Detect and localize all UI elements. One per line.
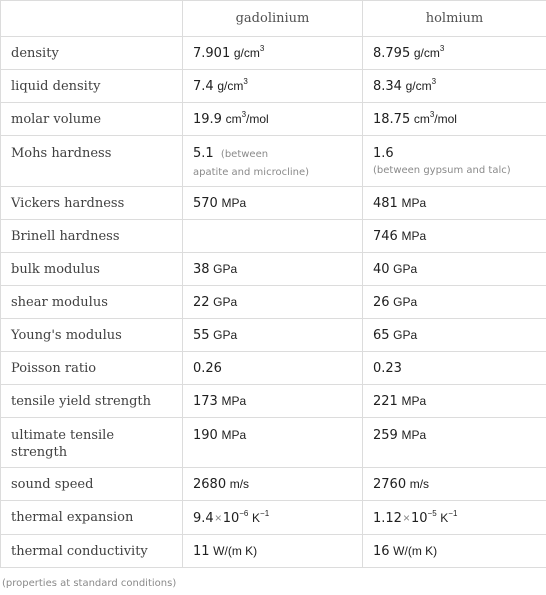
holmium-value: 18.75 $cm^3$/mol — [363, 103, 546, 136]
holmium-value: 8.795 $g/cm^3$ — [363, 37, 546, 70]
holmium-value: 746 MPa — [363, 220, 546, 253]
gadolinium-value: 2680 m/s — [183, 468, 363, 501]
table-row — [1, 187, 546, 220]
holmium-value: 259 MPa — [363, 418, 546, 468]
holmium-value: 1.6 (between gypsum and talc) — [363, 136, 546, 187]
table-row — [1, 286, 546, 319]
header-gadolinium: gadolinium — [183, 1, 363, 37]
row-label: Brinell hardness — [1, 220, 183, 253]
row-label: density — [1, 37, 183, 70]
table-row — [1, 220, 546, 253]
table-row — [1, 501, 546, 535]
row-label: Poisson ratio — [1, 352, 183, 385]
row-label: shear modulus — [1, 286, 183, 319]
header-row — [1, 1, 546, 37]
table-row — [1, 385, 546, 418]
gadolinium-value: 11 W/(m K) — [183, 535, 363, 568]
holmium-value: 0.23 — [363, 352, 546, 385]
row-label: Vickers hardness — [1, 187, 183, 220]
gadolinium-value: 570 MPa — [183, 187, 363, 220]
holmium-value: 8.34 $g/cm^3$ — [363, 70, 546, 103]
holmium-value: 481 MPa — [363, 187, 546, 220]
row-label: thermal conductivity — [1, 535, 183, 568]
table-row — [1, 352, 546, 385]
table-row — [1, 418, 546, 468]
row-label: bulk modulus — [1, 253, 183, 286]
gadolinium-value: 7.901 $g/cm^3$ — [183, 37, 363, 70]
gadolinium-value: 7.4 $g/cm^3$ — [183, 70, 363, 103]
row-label: thermal expansion — [1, 501, 183, 535]
row-label: liquid density — [1, 70, 183, 103]
gadolinium-value: 190 MPa — [183, 418, 363, 468]
gadolinium-value: $9.4\times 10^{-6}$ $K^{-1}$ — [183, 501, 363, 535]
table-row — [1, 253, 546, 286]
gadolinium-value: 55 GPa — [183, 319, 363, 352]
table-row — [1, 319, 546, 352]
gadolinium-value: 5.1 (between apatite and microcline) — [183, 136, 363, 187]
table-row — [1, 70, 546, 103]
row-label: molar volume — [1, 103, 183, 136]
row-label: sound speed — [1, 468, 183, 501]
holmium-value: 2760 m/s — [363, 468, 546, 501]
gadolinium-value: 38 GPa — [183, 253, 363, 286]
gadolinium-value: 19.9 $cm^3$/mol — [183, 103, 363, 136]
footnote: (properties at standard conditions) — [2, 578, 177, 589]
row-label: tensile yield strength — [1, 385, 183, 418]
gadolinium-value: 173 MPa — [183, 385, 363, 418]
gadolinium-value — [183, 220, 363, 253]
table-row — [1, 103, 546, 136]
table-row — [1, 37, 546, 70]
row-label: ultimate tensile strength — [1, 418, 183, 468]
header-empty-cell — [1, 1, 183, 37]
holmium-value: 221 MPa — [363, 385, 546, 418]
holmium-value: 65 GPa — [363, 319, 546, 352]
row-label: Mohs hardness — [1, 136, 183, 187]
table-row — [1, 468, 546, 501]
holmium-value: 26 GPa — [363, 286, 546, 319]
header-holmium: holmium — [363, 1, 546, 37]
holmium-value: $1.12\times 10^{-5}$ $K^{-1}$ — [363, 501, 546, 535]
gadolinium-value: 0.26 — [183, 352, 363, 385]
holmium-value: 16 W/(m K) — [363, 535, 546, 568]
gadolinium-value: 22 GPa — [183, 286, 363, 319]
row-label: Young's modulus — [1, 319, 183, 352]
holmium-value: 40 GPa — [363, 253, 546, 286]
table-row — [1, 136, 546, 187]
table-row — [1, 535, 546, 568]
